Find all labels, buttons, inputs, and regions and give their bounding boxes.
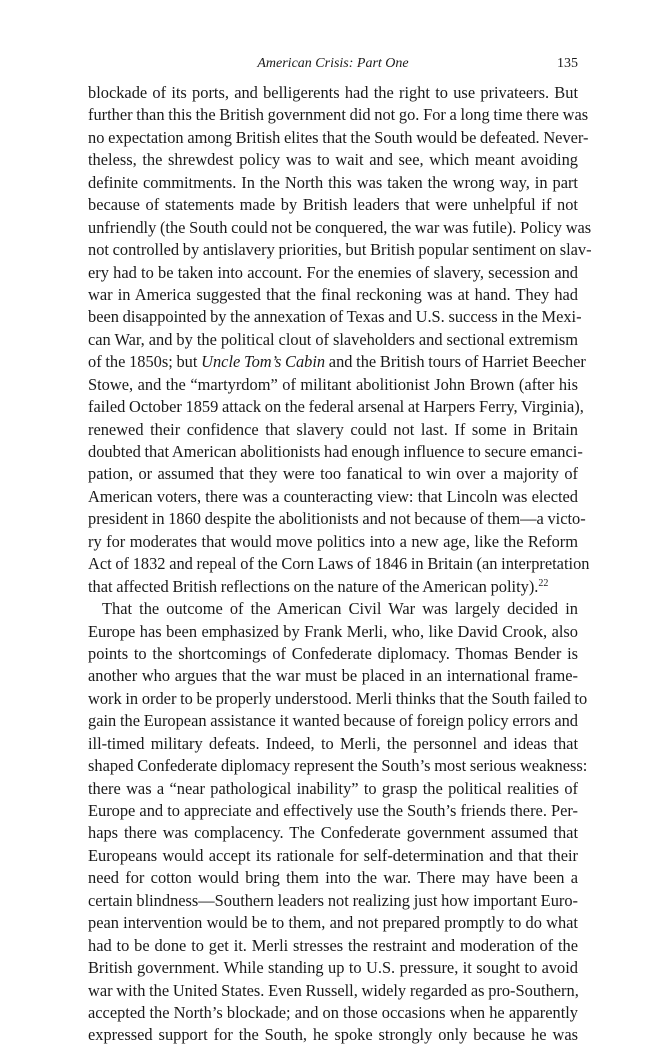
text-line: certain blindness—Southern leaders not realizing just how important Euro-	[88, 890, 578, 910]
text-line: gain the European assistance it wanted because of foreign policy errors and	[88, 711, 578, 731]
text-line: That the outcome of the American Civil War was largely decided in	[102, 599, 578, 619]
text-line: president in 1860 despite the abolitionists and not because of them—a victo-	[88, 509, 586, 529]
text-line: no expectation among British elites that the South would be defeated. Never-	[88, 127, 589, 147]
paragraph	[88, 598, 588, 1047]
text-line: failed October 1859 attack on the federal arsenal at Harpers Ferry, Virginia),	[88, 397, 584, 417]
text-line: not controlled by antislavery priorities, but British popular sentiment on slav-	[88, 240, 592, 260]
text-line: doubted that American abolitionists had enough influence to secure emanci-	[88, 442, 583, 461]
body-text	[88, 82, 592, 1047]
text-line	[88, 351, 586, 373]
text-line: British government. While standing up to U.S. pressure, it sought to avoid	[88, 958, 578, 978]
text-line: shaped Confederate diplomacy represent the South’s most serious weakness:	[88, 756, 588, 776]
text-line: Europe and to appreciate and effectively use the South’s friends there. Per-	[88, 801, 578, 820]
text-line: Act of 1832 and repeal of the Corn Laws of 1846 in Britain (an interpretation	[88, 554, 590, 574]
text-line: theless, the shrewdest policy was to wait and see, which meant avoiding	[88, 150, 578, 170]
text-line: ry for moderates that would move politics into a new age, like the Reform	[88, 531, 578, 551]
text-line: haps there was complacency. The Confederate government assumed that	[88, 823, 578, 843]
text-line: war in America suggested that the final reckoning was at hand. They had	[88, 284, 578, 304]
text-line: there was a “near pathological inability” to grasp the political realities of	[88, 778, 578, 798]
running-head	[88, 54, 578, 74]
text-line: ery had to be taken into account. For the enemies of slavery, secession and	[88, 262, 578, 282]
text-line	[88, 576, 578, 598]
text-line: war with the United States. Even Russell, widely regarded as pro-Southern,	[88, 980, 579, 1000]
text-segment: that affected British reflections on the nature of the American polity).	[88, 576, 539, 596]
text-line: Stowe, and the “martyrdom” of militant abolitionist John Brown (after his	[88, 374, 578, 394]
footnote-marker: 22	[538, 577, 549, 589]
text-line: expressed support for the South, he spoke strongly only because he was	[88, 1025, 578, 1045]
text-line: renewed their confidence that slavery could not last. If some in Britain	[88, 419, 578, 439]
text-line: can War, and by the political clout of slaveholders and sectional extremism	[88, 329, 578, 349]
text-line: definite commitments. In the North this was taken the wrong way, in part	[88, 172, 578, 192]
text-line: blockade of its ports, and belligerents had the right to use privateers. But	[88, 83, 578, 102]
text-line: Europeans would accept its rationale for self-determination and that their	[88, 845, 578, 865]
text-line: further than this the British government did not go. For a long time there was	[88, 105, 589, 125]
text-segment: of the 1850s; but	[88, 352, 202, 372]
text-line: work in order to be properly understood. Merli thinks that the South failed to	[88, 688, 588, 708]
book-title: Uncle Tom’s Cabin	[201, 352, 326, 372]
page-number: 135	[557, 56, 578, 71]
text-segment: and the British tours of Harriet Beecher	[325, 352, 586, 372]
paragraph	[88, 82, 592, 598]
text-line: another who argues that the war must be placed in an international frame-	[88, 666, 578, 686]
text-line: accepted the North’s blockade; and on those occasions when he apparently	[88, 1002, 578, 1022]
text-line: American voters, there was a counteracting view: that Lincoln was elected	[88, 486, 578, 506]
text-line: had to be done to get it. Merli stresses the restraint and moderation of the	[88, 935, 578, 955]
text-line: because of statements made by British leaders that were unhelpful if not	[88, 195, 578, 215]
text-line: points to the shortcomings of Confederate diplomacy. Thomas Bender is	[88, 643, 578, 663]
text-line: been disappointed by the annexation of Texas and U.S. success in the Mexi-	[88, 307, 582, 327]
text-line: pean intervention would be to them, and not prepared promptly to do what	[88, 913, 578, 933]
text-line: unfriendly (the South could not be conquered, the war was futile). Policy was	[88, 217, 592, 237]
text-line: need for cotton would bring them into the war. There may have been a	[88, 868, 578, 888]
text-line: ill-timed military defeats. Indeed, to Merli, the personnel and ideas that	[88, 733, 578, 753]
text-line: pation, or assumed that they were too fanatical to win over a majority of	[88, 464, 578, 484]
running-title: American Crisis: Part One	[257, 56, 409, 71]
text-line: Europe has been emphasized by Frank Merli, who, like David Crook, also	[88, 621, 578, 641]
